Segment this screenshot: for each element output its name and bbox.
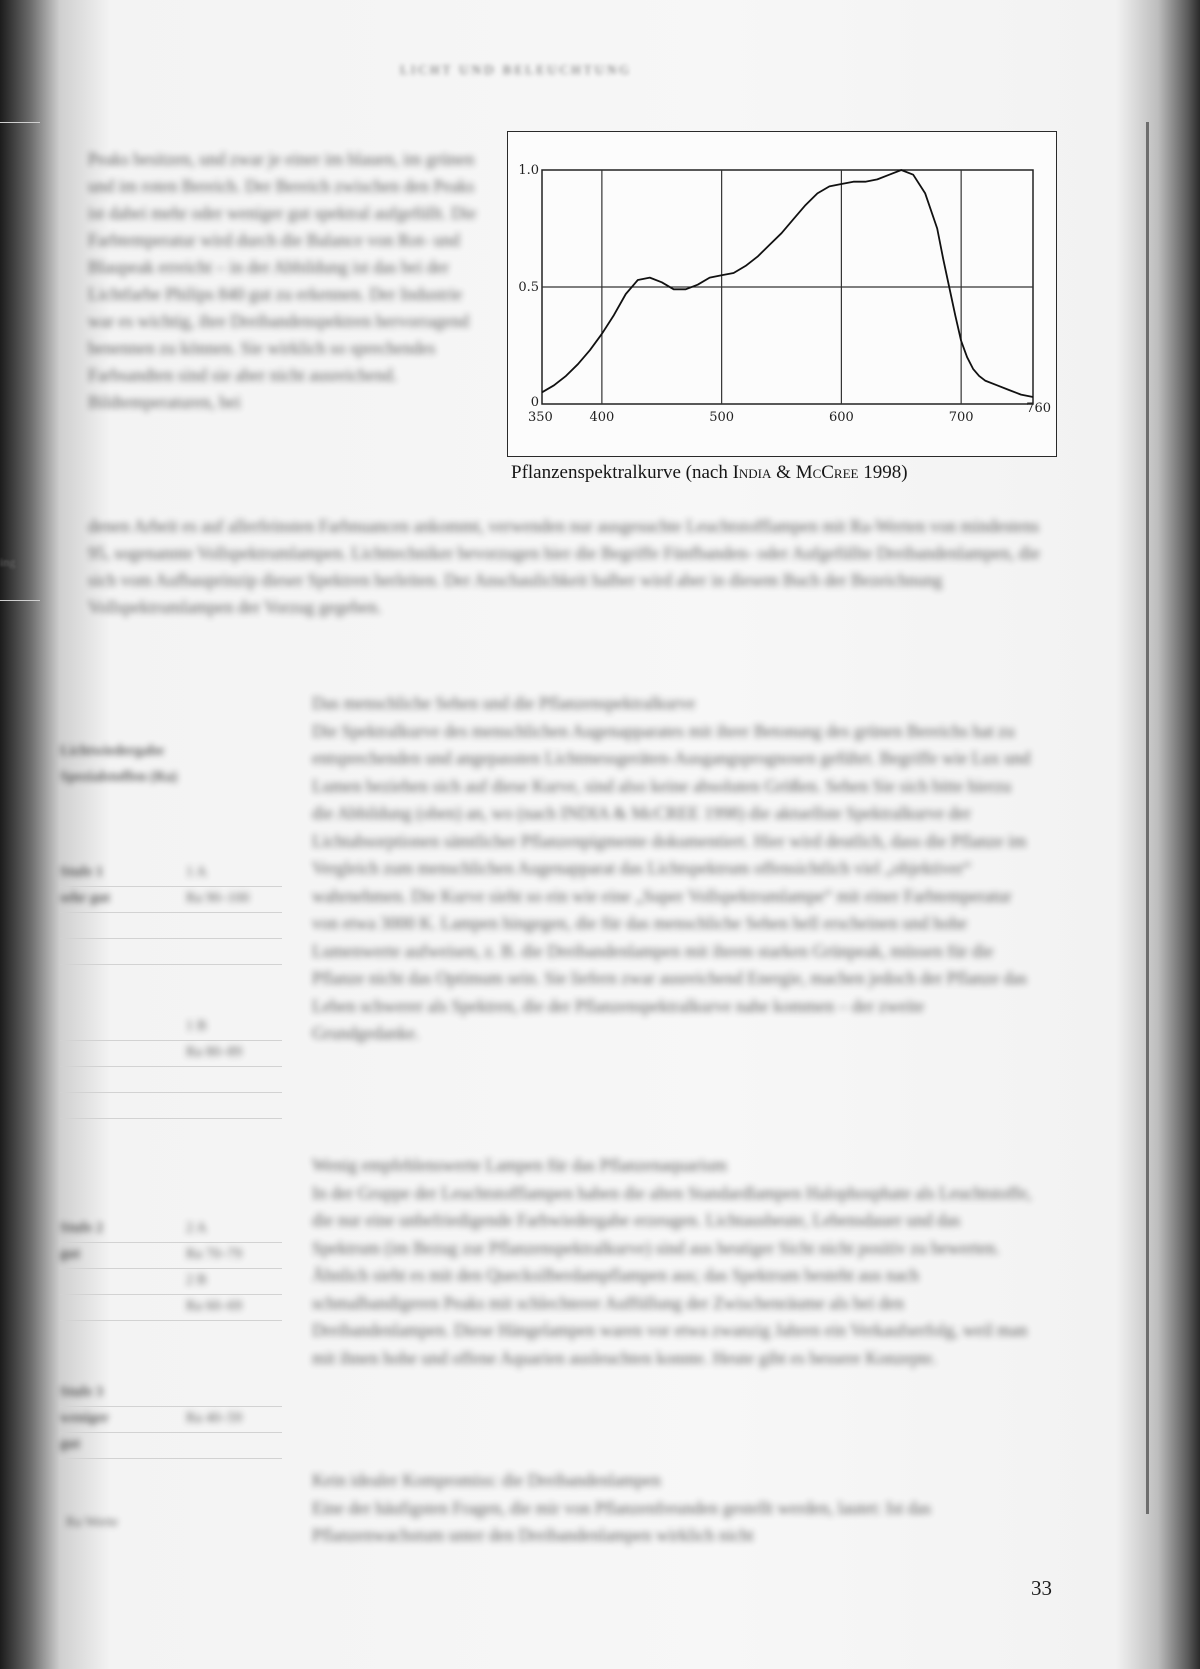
x-tick-label: 500 [709,410,735,425]
section-3-title: Kein idealer Kompromiss: die Dreibandenlampen [312,1470,661,1490]
sidebar-row-key: Stufe 3 [60,1384,104,1400]
sidebar-row-key: Stufe 2 [60,1220,104,1236]
sidebar-row-value: 2 B [186,1272,207,1288]
sidebar-row [60,1094,282,1119]
sidebar-row [60,1218,282,1243]
sidebar-row [60,862,282,887]
sidebar-row-value: 2 A [186,1220,207,1236]
caption-ampersand: & [771,462,796,483]
sidebar-row [60,1382,282,1407]
page-number: 33 [1031,1576,1052,1600]
margin-rule-bottom [0,600,40,601]
spectrum-curve [542,170,1033,397]
body-paragraph: Peaks besitzen, und zwar je einer im blauen, im grünen und im roten Bereich. Der Bereich zwischen den Peaks ist dabei mehr oder weniger gut spektral aufgefüllt. Die Farbtemperatur wird durch die Balance von Rot- und Blaupeak erreicht – in der Abbildung ist das bei der Lichtfarbe Philips 840 gut zu erkennen. Der Industrie war es wichtig, ihre Dreibandenspektren hervorragend benennen zu können. Sie wirklich so sprechendes Farbsandten sind sie aber nicht ausreichend. Bildtemperaturen, bei [88,149,477,412]
body-paragraph-continued: denen Arbeit es auf allerfeinsten Farbnuancen ankommt, verwenden nur ausgesuchte Leuchtstofflampen mit Ra-Werten von mindestens 95, sogenannte Vollspektrumlampen. Lichttechniker bevorzugen hier die Begriffe Fünfbanden- oder Aufgefüllte Dreibandenlampen, die sich vom Aufbauprinzip dieser Spektren herleiten. Der Anschaulichkeit halber wird aber in diesem Buch der Bezeichnung Vollspektrumlampen der Vorzug gegeben. [88,516,1040,617]
sidebar-row [60,1042,282,1067]
section-2 [312,1152,1032,1372]
section-2-title: Wenig empfehlenswerte Lampen für das Pflanzenaquarium [312,1155,728,1175]
y-tick-label: 0 [530,395,539,410]
sidebar-title [60,738,282,790]
sidebar-row-value: 1 B [186,1018,207,1034]
sidebar-row [60,888,282,913]
sidebar-row [60,1270,282,1295]
sidebar-row-value: Ra 40–59 [186,1410,242,1426]
y-tick-label: 1.0 [518,163,539,178]
sidebar-title-line-2: Spezialstoffen (Ra) [60,769,178,785]
binding-shadow-line [1146,122,1149,1514]
spectrum-chart [508,132,1056,456]
section-2-text: In der Gruppe der Leuchtstofflampen haben die alten Standardlampen Halophosphate als Leuchtstoffe, die nur eine unbefriedigende Farbwiedergabe erzeugen. Lichtausbeute, Lebensdauer und das Spektrum (im Bezug zur Pflanzenspektralkurve) sind aus heutiger Sicht nicht positiv zu bewerten. Ähnlich sieht es mit den Quecksilberdampflampen aus; das Spektrum besteht aus nach schmalbandigeren Peaks mit schlechterer Auffüllung der Zwischenräume als bei den Dreibandenlampen. Diese Hängelampen waren vor etwa zwanzig Jahren ein Verkaufserfolg, weil man mit ihnen hohe und offene Aquarien ausleuchten konnte. Heute gibt es bessere Konzepte. [312,1182,1032,1368]
section-3 [312,1467,1032,1550]
section-1-title: Das menschliche Sehen und die Pflanzenspektralkurve [312,693,696,713]
caption-author-2: McCree [795,462,859,483]
sidebar-row [60,1296,282,1321]
x-tick-label: 600 [828,410,854,425]
sidebar-row-key: sehr gut [60,890,111,906]
sidebar-row [60,1434,282,1459]
sidebar-note: Ra Werte [66,1515,118,1530]
sidebar-row-value: 1 A [186,864,207,880]
x-tick-label: 350 [528,410,553,425]
sidebar-row [60,1408,282,1433]
section-3-text: Eine der häufigsten Fragen, die mir von Pflanzenfreunden gestellt werden, lautet: Ist das Pflanzenwachstum unter den Dreibandenlampen wirklich nicht [312,1497,932,1545]
figure-caption [511,462,908,484]
margin-rule-top [0,122,40,123]
section-1-text: Die Spektralkurve des menschlichen Augenapparates mit ihrer Betonung des grünen Bereichs hat zu entsprechenden und angepassten Lichtmessgeräten-Ausgangsprognosen geführt. Begriffe wie Lux und Lumen beziehen sich auf diese Kurve, sind also keine absoluten Größen. Sehen Sie sich bitte hierzu die Abbildung (oben) an, wo (nach INDIA & McCREE 1998) die aktuellste Spektralkurve der Lichtabsorptionen sämtlicher Pflanzenpigmente dokumentiert. Hier wird deutlich, dass die Pflanze im Vergleich zum menschlichen Augenapparat das Lichtspektrum offensichtlich viel „objektiver“ wahrnehmen. Die Kurve sieht so ein wie eine „Super Vollspektrumlampe“ mit einer Farbtemperatur von etwa 3000 K. Lampen hingegen, die für das menschliche Sehen hell erscheinen und hohe Lumenwerte aufweisen, z. B. die Dreibandenlampen mit ihrem starken Grünpeak, müssen für die Pflanze nicht das Optimum sein. Sie liefern zwar ausreichend Energie, machen jedoch der Pflanze das Leben schwerer als Spektren, die der Pflanzenspektralkurve nahe kommen – der zweite Grundgedanke. [312,720,1031,1043]
x-tick-label: 400 [589,410,615,425]
caption-author-1: India [732,462,772,483]
spectrum-figure [507,131,1057,457]
sidebar-row [60,1068,282,1093]
sidebar-row [60,914,282,939]
sidebar-row-value: Ra 80–89 [186,1044,242,1060]
sidebar-row-key: gut [60,1436,81,1452]
margin-mark: ing [0,555,16,569]
y-tick-label: 0.5 [518,280,539,295]
sidebar-row-key: weniger [60,1410,110,1426]
sidebar-row-value: Ra 60–69 [186,1298,242,1314]
caption-suffix: 1998) [858,462,908,483]
sidebar-row-key: Stufe 1 [60,864,104,880]
sidebar-row [60,940,282,965]
x-tick-label: 760 [1026,401,1051,416]
sidebar-row [60,1016,282,1041]
running-header: LICHT UND BELEUCHTUNG [400,62,632,77]
sidebar-row-value: Ra 90–100 [186,890,250,906]
sidebar-row [60,1244,282,1269]
caption-prefix: Pflanzenspektralkurve (nach [511,462,733,483]
section-1 [312,690,1032,1048]
sidebar-row-key: gut [60,1246,81,1262]
x-tick-label: 700 [948,410,974,425]
sidebar-title-line-1: Lichtwiedergabe [60,743,164,759]
sidebar-row-value: Ra 70–79 [186,1246,242,1262]
